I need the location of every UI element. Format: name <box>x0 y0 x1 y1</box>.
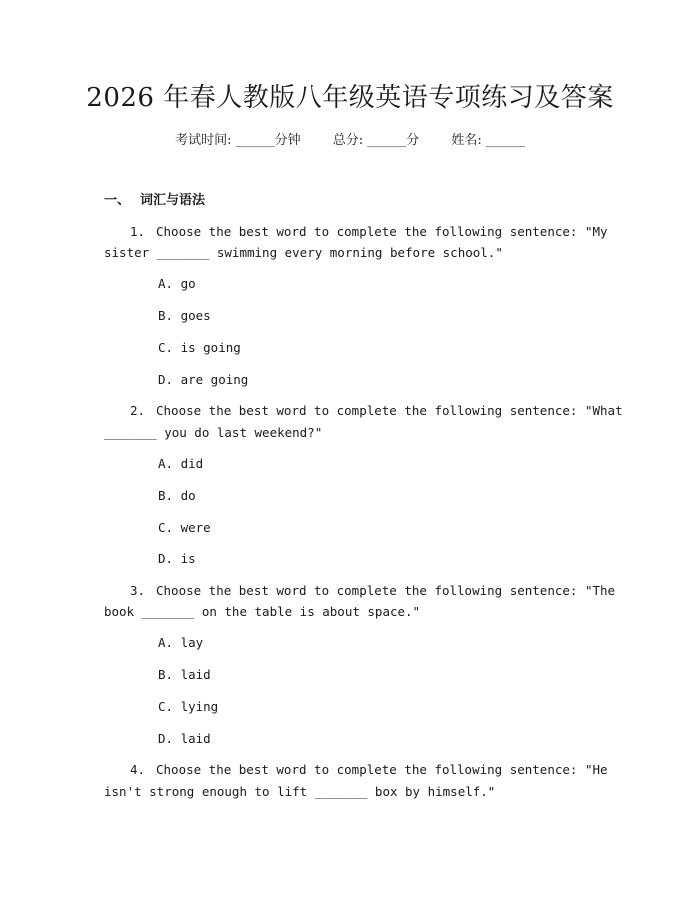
question-4-number: 4. <box>130 762 146 777</box>
question-3-text-1: Choose the best word to complete the following sentence: "The <box>156 583 616 598</box>
question-3-option-c: C. lying <box>158 699 219 714</box>
question-1-number: 1. <box>130 224 146 239</box>
question-3-line-1 <box>104 581 616 601</box>
question-4-text-1: Choose the best word to complete the following sentence: "He <box>156 762 608 777</box>
section-title: 词汇与语法 <box>140 193 206 208</box>
section-number: 一、 <box>104 193 131 208</box>
exam-total-score: 总分: ______分 <box>332 133 420 148</box>
question-2-text-1: Choose the best word to complete the following sentence: "What <box>156 403 623 418</box>
question-2-line-1 <box>104 401 623 421</box>
question-2-number: 2. <box>130 403 146 418</box>
document-title: 2026 年春人教版八年级英语专项练习及答案 <box>86 83 614 113</box>
question-1-option-a: A. go <box>158 276 196 291</box>
question-4-line-2: isn't strong enough to lift _______ box by himself." <box>104 784 496 799</box>
question-1-option-d: D. are going <box>158 372 249 387</box>
question-2-option-c: C. were <box>158 520 211 535</box>
question-2-option-a: A. did <box>158 456 204 471</box>
question-4-line-1 <box>104 760 608 780</box>
question-2-option-d: D. is <box>158 551 196 566</box>
question-1-option-c: C. is going <box>158 340 241 355</box>
exam-name: 姓名: ______ <box>451 133 525 148</box>
question-3-option-a: A. lay <box>158 635 204 650</box>
question-3-number: 3. <box>130 583 146 598</box>
question-1-line-2: sister _______ swimming every morning before school." <box>104 245 503 260</box>
question-2-line-2: _______ you do last weekend?" <box>104 425 323 440</box>
question-1-line-1 <box>104 222 608 242</box>
question-3-option-b: B. laid <box>158 667 211 682</box>
section-heading <box>104 191 205 211</box>
question-1-text-1: Choose the best word to complete the following sentence: "My <box>156 224 608 239</box>
question-2-option-b: B. do <box>158 488 196 503</box>
question-1-option-b: B. goes <box>158 308 211 323</box>
exam-time: 考试时间: ______分钟 <box>175 133 301 148</box>
exam-info <box>0 131 700 151</box>
question-3-line-2: book _______ on the table is about space." <box>104 604 421 619</box>
question-3-option-d: D. laid <box>158 731 211 746</box>
